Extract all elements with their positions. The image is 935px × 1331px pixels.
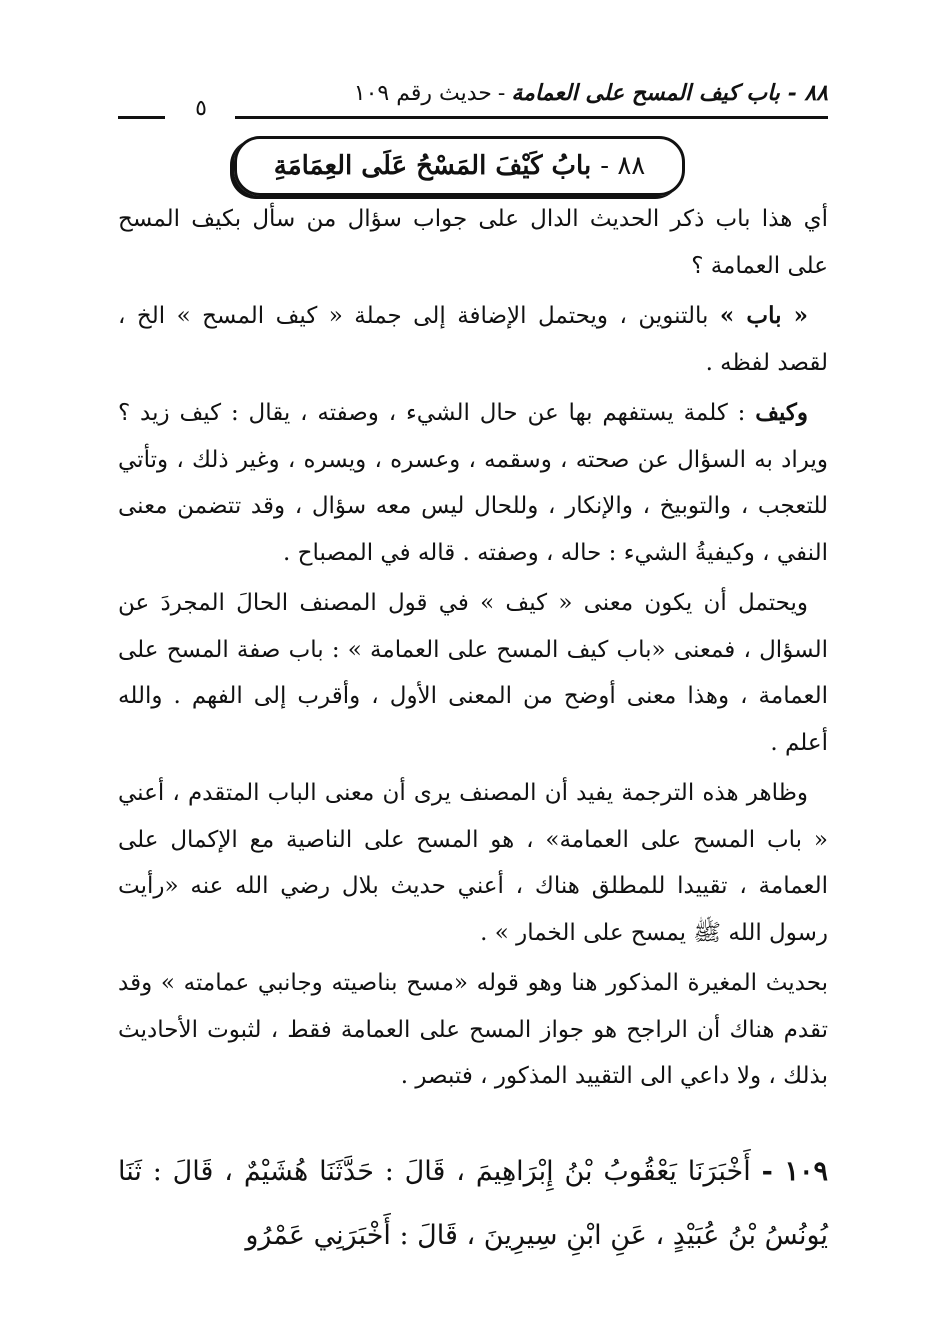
- paragraph: [118, 770, 828, 956]
- paragraph-lead: « باب »: [719, 302, 808, 329]
- paragraph-body: : كلمة يستفهم بها عن حال الشيء ، وصفته ، يقال : كيف زيد ؟ ويراد به السؤال عن صحته ، وسقمه ، وعسره ، ويسره ، وغير ذلك ، وتأتي للتعجب ، والتوبيخ ، والإنكار ، وللحال ليس معه سؤال ، وقد تتضمن معنى النفي ، وكيفيةُ الشيء : حاله ، وصفته . قاله في المصباح .: [118, 400, 828, 566]
- chapter-title: بابُ كَيْفَ المَسْحُ عَلَى العِمَامَةِ: [273, 151, 592, 181]
- running-head: [118, 80, 828, 106]
- chapter-heading: [234, 136, 685, 196]
- running-head-hadith-ref: حديث رقم ١٠٩: [353, 81, 492, 106]
- hadith-number: ١٠٩ -: [761, 1156, 828, 1187]
- hadith-body: أَخْبَرَنَا يَعْقُوبُ بْنُ إِبْرَاهِيمَ ، قَالَ : حَدَّثَنَا هُشَيْمٌ ، قَالَ : ثَنَا يُونُسُ بْنُ عُبَيْدٍ ، عَنِ ابْنِ سِيرِينَ ، قَالَ : أَخْبَرَنِي عَمْرُو: [118, 1156, 828, 1251]
- paragraph-body: وظاهر هذه الترجمة يفيد أن المصنف يرى أن معنى الباب المتقدم ، أعني « باب المسح على العمامة» ، هو المسح على الناصية مع الإكمال على العمامة ، تقييدا للمطلق هناك ، أعني حديث بلال رضي الله عنه «رأيت رسول الله ﷺ يمسح على الخمار » .: [118, 780, 828, 946]
- paragraph: [118, 196, 828, 289]
- running-head-title: ٨٨ - باب كيف المسح على العمامة: [511, 80, 828, 106]
- paragraph: [118, 293, 828, 386]
- paragraph-body: بالتنوين ، ويحتمل الإضافة إلى جملة « كيف المسح » الخ ، لقصد لفظه .: [118, 303, 828, 376]
- paragraph: [118, 580, 828, 766]
- commentary-text: [118, 196, 828, 1104]
- chapter-number: ٨٨ -: [600, 151, 646, 181]
- page-number: ٥: [195, 96, 207, 121]
- running-head-separator: -: [497, 81, 506, 106]
- hadith-text: [118, 1140, 828, 1268]
- paragraph-lead: وكيف: [755, 399, 808, 426]
- paragraph: [118, 960, 828, 1100]
- paragraph-body: أي هذا باب ذكر الحديث الدال على جواب سؤال من سأل بكيف المسح على العمامة ؟: [118, 206, 828, 279]
- paragraph-body: بحديث المغيرة المذكور هنا وهو قوله «مسح بناصيته وجانبي عمامته » وقد تقدم هناك أن الراجح هو جواز المسح على العمامة فقط ، لثبوت الأحاديث بذلك ، ولا داعي الى التقييد المذكور ، فتبصر .: [118, 970, 828, 1089]
- paragraph: [118, 390, 828, 576]
- paragraph-body: ويحتمل أن يكون معنى « كيف » في قول المصنف الحالَ المجردَ عن السؤال ، فمعنى «باب كيف المسح على العمامة » : باب صفة المسح على العمامة ، وهذا معنى أوضح من المعنى الأول ، وأقرب إلى الفهم . والله أعلم .: [118, 590, 828, 756]
